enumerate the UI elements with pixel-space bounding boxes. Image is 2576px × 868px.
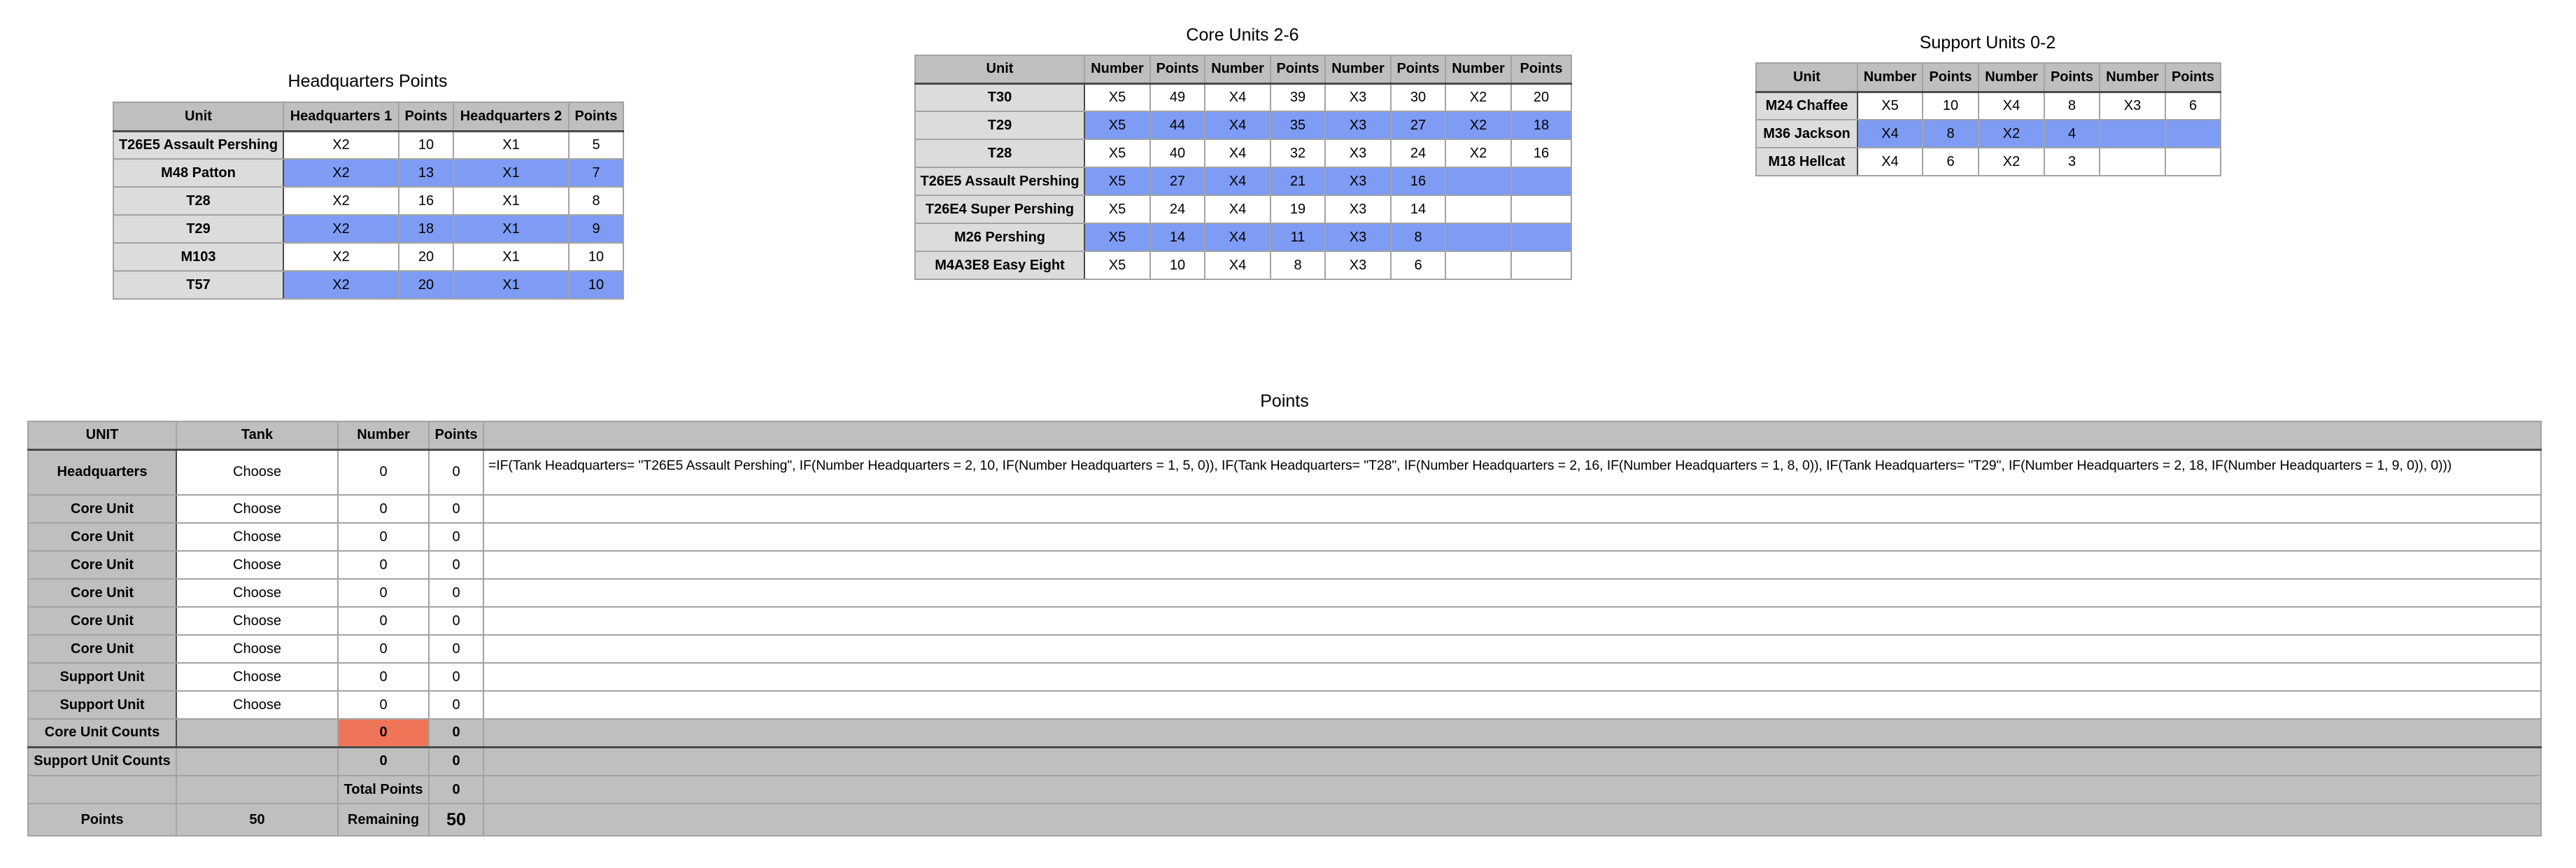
number-cell: X5 bbox=[1084, 83, 1150, 111]
tank-select[interactable]: Choose bbox=[176, 635, 338, 663]
points-cell: 10 bbox=[399, 131, 453, 159]
number-input[interactable]: 0 bbox=[338, 607, 429, 635]
total-points-label: Total Points bbox=[338, 776, 429, 804]
col-header-hq2: Headquarters 2 bbox=[453, 102, 569, 131]
points-cell: 27 bbox=[1391, 111, 1445, 139]
unit-name-cell: M48 Patton bbox=[113, 159, 283, 187]
number-cell: X1 bbox=[453, 243, 569, 271]
col-header-unit: Unit bbox=[1756, 63, 1857, 92]
points-cell: 16 bbox=[1391, 167, 1445, 195]
points-cell: 8 bbox=[1271, 251, 1325, 279]
support-units-table bbox=[1755, 62, 2221, 176]
points-limit-input[interactable]: 50 bbox=[176, 804, 338, 836]
points-cell: 10 bbox=[569, 243, 623, 271]
points-value: 0 bbox=[429, 579, 483, 607]
col-header-points: Points bbox=[1923, 63, 1979, 92]
unit-name-cell: T29 bbox=[915, 111, 1084, 139]
table-row bbox=[113, 187, 623, 215]
col-header-points: Points bbox=[1391, 55, 1445, 83]
support-unit-counts-row bbox=[28, 747, 2541, 776]
col-header-points: Points bbox=[2044, 63, 2100, 92]
tank-select[interactable]: Choose bbox=[176, 495, 338, 523]
points-cell: 44 bbox=[1150, 111, 1205, 139]
support-unit-count-value: 0 bbox=[338, 747, 429, 776]
total-points-row bbox=[28, 776, 2541, 804]
points-cell: 39 bbox=[1271, 83, 1325, 111]
points-cell: 20 bbox=[399, 271, 453, 299]
points-cell: 6 bbox=[1923, 148, 1979, 176]
number-input[interactable]: 0 bbox=[338, 449, 429, 495]
support-table-title: Support Units 0-2 bbox=[1919, 33, 2056, 52]
empty-cell bbox=[176, 747, 338, 776]
empty-cell[interactable] bbox=[483, 495, 2541, 523]
empty-cell bbox=[483, 719, 2541, 747]
number-cell: X1 bbox=[453, 271, 569, 299]
core-units-table bbox=[914, 55, 1572, 280]
points-cell: 24 bbox=[1391, 139, 1445, 167]
remaining-value: 50 bbox=[429, 804, 483, 836]
points-table-title: Points bbox=[1260, 391, 1309, 411]
tank-select[interactable]: Choose bbox=[176, 551, 338, 579]
points-cell: 16 bbox=[399, 187, 453, 215]
number-input[interactable]: 0 bbox=[338, 523, 429, 551]
empty-cell[interactable] bbox=[483, 579, 2541, 607]
unit-name-cell: T26E4 Super Pershing bbox=[915, 195, 1084, 223]
col-header-points: Points bbox=[429, 421, 483, 449]
table-row bbox=[113, 131, 623, 159]
table-row bbox=[1756, 148, 2221, 176]
points-value: 0 bbox=[429, 691, 483, 719]
tank-select[interactable]: Choose bbox=[176, 579, 338, 607]
table-row bbox=[113, 159, 623, 187]
unit-label: Core Unit bbox=[28, 579, 176, 607]
points-cell: 10 bbox=[569, 271, 623, 299]
core-unit-row bbox=[28, 551, 2541, 579]
table-row bbox=[915, 223, 1571, 251]
points-cell bbox=[1511, 167, 1571, 195]
number-cell: X5 bbox=[1084, 223, 1150, 251]
number-input[interactable]: 0 bbox=[338, 691, 429, 719]
number-cell: X3 bbox=[1325, 83, 1391, 111]
headquarters-row bbox=[28, 449, 2541, 495]
number-cell: X5 bbox=[1084, 139, 1150, 167]
core-unit-row bbox=[28, 523, 2541, 551]
empty-cell bbox=[176, 776, 338, 804]
col-header-unit: Unit bbox=[915, 55, 1084, 83]
empty-cell[interactable] bbox=[483, 523, 2541, 551]
number-cell: X2 bbox=[283, 131, 399, 159]
core-unit-counts-label: Core Unit Counts bbox=[28, 719, 176, 747]
table-row bbox=[915, 195, 1571, 223]
support-unit-row bbox=[28, 691, 2541, 719]
tank-select[interactable]: Choose bbox=[176, 607, 338, 635]
col-header-number: Number bbox=[1857, 63, 1923, 92]
points-remaining-row bbox=[28, 804, 2541, 836]
points-value: 0 bbox=[429, 663, 483, 691]
number-cell: X3 bbox=[1325, 111, 1391, 139]
unit-name-cell: T29 bbox=[113, 215, 283, 243]
number-cell bbox=[2100, 148, 2165, 176]
unit-name-cell: T30 bbox=[915, 83, 1084, 111]
points-cell: 24 bbox=[1150, 195, 1205, 223]
number-cell: X2 bbox=[1445, 111, 1511, 139]
points-cell: 32 bbox=[1271, 139, 1325, 167]
empty-cell[interactable] bbox=[483, 663, 2541, 691]
number-cell bbox=[1445, 251, 1511, 279]
points-cell: 30 bbox=[1391, 83, 1445, 111]
total-points-value: 0 bbox=[429, 776, 483, 804]
tank-select[interactable]: Choose bbox=[176, 663, 338, 691]
number-cell: X3 bbox=[1325, 167, 1391, 195]
col-header-number: Number bbox=[1325, 55, 1391, 83]
support-unit-points-value: 0 bbox=[429, 747, 483, 776]
unit-label: Support Unit bbox=[28, 663, 176, 691]
number-cell: X4 bbox=[1205, 223, 1271, 251]
empty-cell bbox=[176, 719, 338, 747]
col-header-points: Points bbox=[1271, 55, 1325, 83]
core-unit-count-value: 0 bbox=[338, 719, 429, 747]
empty-cell[interactable] bbox=[483, 635, 2541, 663]
empty-cell bbox=[483, 747, 2541, 776]
number-cell: X3 bbox=[2100, 92, 2165, 120]
col-header-points: Points bbox=[1511, 55, 1571, 83]
unit-name-cell: T26E5 Assault Pershing bbox=[113, 131, 283, 159]
points-cell: 35 bbox=[1271, 111, 1325, 139]
number-cell: X1 bbox=[453, 131, 569, 159]
col-header-unit: Unit bbox=[113, 102, 283, 131]
points-cell bbox=[1511, 251, 1571, 279]
table-row bbox=[915, 251, 1571, 279]
core-table-title: Core Units 2-6 bbox=[1186, 25, 1299, 45]
core-unit-row bbox=[28, 579, 2541, 607]
points-cell: 8 bbox=[1923, 120, 1979, 148]
unit-name-cell: M103 bbox=[113, 243, 283, 271]
table-row bbox=[113, 271, 623, 299]
number-cell: X4 bbox=[1857, 148, 1923, 176]
number-cell bbox=[2100, 120, 2165, 148]
points-cell: 9 bbox=[569, 215, 623, 243]
unit-name-cell: T57 bbox=[113, 271, 283, 299]
empty-cell bbox=[483, 804, 2541, 836]
table-row bbox=[1756, 92, 2221, 120]
points-cell: 27 bbox=[1150, 167, 1205, 195]
col-header-number: Number bbox=[1445, 55, 1511, 83]
number-cell: X4 bbox=[1979, 92, 2044, 120]
points-builder-table bbox=[27, 421, 2542, 836]
points-cell: 8 bbox=[2044, 92, 2100, 120]
core-unit-points-value: 0 bbox=[429, 719, 483, 747]
number-input[interactable]: 0 bbox=[338, 579, 429, 607]
points-cell: 40 bbox=[1150, 139, 1205, 167]
remaining-label: Remaining bbox=[338, 804, 429, 836]
number-cell: X3 bbox=[1325, 195, 1391, 223]
core-unit-row bbox=[28, 635, 2541, 663]
number-cell: X4 bbox=[1205, 167, 1271, 195]
points-cell bbox=[2165, 148, 2221, 176]
empty-cell bbox=[28, 776, 176, 804]
table-row bbox=[113, 243, 623, 271]
empty-cell[interactable] bbox=[483, 551, 2541, 579]
formula-cell[interactable]: =IF(Tank Headquarters= "T26E5 Assault Pershing", IF(Number Headquarters = 2, 10, IF(Number Headquarters = 1, 5, 0)), IF(Tank Headquarters= "T28", IF(Number Headquarters = 2, 16, IF(Number Headquarters = 1, 8, 0)), IF(Tank Headquarters= "T29", IF(Number Headquarters = 2, 18, IF(Number Headquarters = 1, 9, 0)), 0))) bbox=[483, 449, 2541, 495]
number-cell: X3 bbox=[1325, 251, 1391, 279]
unit-name-cell: M36 Jackson bbox=[1756, 120, 1857, 148]
tank-select[interactable]: Choose bbox=[176, 523, 338, 551]
unit-name-cell: M4A3E8 Easy Eight bbox=[915, 251, 1084, 279]
col-header-hq1: Headquarters 1 bbox=[283, 102, 399, 131]
table-row bbox=[1756, 120, 2221, 148]
number-cell bbox=[1445, 223, 1511, 251]
number-cell: X2 bbox=[283, 159, 399, 187]
col-header-points: Points bbox=[2165, 63, 2221, 92]
number-cell: X4 bbox=[1205, 111, 1271, 139]
points-cell: 13 bbox=[399, 159, 453, 187]
unit-label: Headquarters bbox=[28, 449, 176, 495]
points-cell: 5 bbox=[569, 131, 623, 159]
header-row bbox=[1756, 63, 2221, 92]
hq-points-table bbox=[113, 102, 624, 300]
points-cell: 4 bbox=[2044, 120, 2100, 148]
points-value: 0 bbox=[429, 523, 483, 551]
points-label: Points bbox=[28, 804, 176, 836]
col-header-points: Points bbox=[569, 102, 623, 131]
points-cell: 19 bbox=[1271, 195, 1325, 223]
points-cell: 14 bbox=[1391, 195, 1445, 223]
table-row bbox=[113, 215, 623, 243]
points-cell: 8 bbox=[1391, 223, 1445, 251]
number-input[interactable]: 0 bbox=[338, 635, 429, 663]
unit-name-cell: T28 bbox=[915, 139, 1084, 167]
number-cell: X5 bbox=[1084, 111, 1150, 139]
col-header-number: Number bbox=[338, 421, 429, 449]
number-cell: X1 bbox=[453, 215, 569, 243]
number-cell: X5 bbox=[1084, 167, 1150, 195]
points-cell: 7 bbox=[569, 159, 623, 187]
col-header-number: Number bbox=[1205, 55, 1271, 83]
points-cell: 20 bbox=[1511, 83, 1571, 111]
number-cell: X1 bbox=[453, 159, 569, 187]
number-cell bbox=[1445, 167, 1511, 195]
unit-label: Core Unit bbox=[28, 635, 176, 663]
unit-name-cell: M18 Hellcat bbox=[1756, 148, 1857, 176]
number-cell: X4 bbox=[1205, 251, 1271, 279]
number-cell: X2 bbox=[1445, 139, 1511, 167]
unit-name-cell: M24 Chaffee bbox=[1756, 92, 1857, 120]
number-cell: X5 bbox=[1084, 251, 1150, 279]
col-header-tank: Tank bbox=[176, 421, 338, 449]
points-cell: 8 bbox=[569, 187, 623, 215]
col-header-number: Number bbox=[2100, 63, 2165, 92]
number-input[interactable]: 0 bbox=[338, 663, 429, 691]
table-row bbox=[915, 83, 1571, 111]
number-cell: X2 bbox=[1445, 83, 1511, 111]
number-cell: X3 bbox=[1325, 223, 1391, 251]
points-cell: 11 bbox=[1271, 223, 1325, 251]
points-cell: 16 bbox=[1511, 139, 1571, 167]
col-header-unit: UNIT bbox=[28, 421, 176, 449]
number-cell: X2 bbox=[283, 243, 399, 271]
empty-cell[interactable] bbox=[483, 607, 2541, 635]
unit-label: Core Unit bbox=[28, 607, 176, 635]
points-cell: 3 bbox=[2044, 148, 2100, 176]
table-row bbox=[915, 111, 1571, 139]
number-cell: X2 bbox=[283, 215, 399, 243]
empty-cell bbox=[483, 776, 2541, 804]
points-cell: 6 bbox=[2165, 92, 2221, 120]
points-cell: 18 bbox=[399, 215, 453, 243]
points-cell: 18 bbox=[1511, 111, 1571, 139]
number-cell: X2 bbox=[1979, 120, 2044, 148]
unit-name-cell: M26 Pershing bbox=[915, 223, 1084, 251]
table-row bbox=[915, 139, 1571, 167]
number-cell: X2 bbox=[283, 187, 399, 215]
header-row bbox=[915, 55, 1571, 83]
core-unit-counts-row bbox=[28, 719, 2541, 747]
col-header-formula bbox=[483, 421, 2541, 449]
points-cell bbox=[1511, 195, 1571, 223]
points-value: 0 bbox=[429, 607, 483, 635]
number-cell: X5 bbox=[1857, 92, 1923, 120]
number-cell: X3 bbox=[1325, 139, 1391, 167]
points-cell: 49 bbox=[1150, 83, 1205, 111]
col-header-points: Points bbox=[399, 102, 453, 131]
support-unit-counts-label: Support Unit Counts bbox=[28, 747, 176, 776]
tank-select[interactable]: Choose bbox=[176, 691, 338, 719]
points-cell: 10 bbox=[1150, 251, 1205, 279]
number-cell: X1 bbox=[453, 187, 569, 215]
number-cell: X2 bbox=[1979, 148, 2044, 176]
number-cell: X4 bbox=[1205, 195, 1271, 223]
unit-name-cell: T26E5 Assault Pershing bbox=[915, 167, 1084, 195]
number-cell: X4 bbox=[1205, 139, 1271, 167]
points-cell: 21 bbox=[1271, 167, 1325, 195]
unit-label: Core Unit bbox=[28, 495, 176, 523]
number-cell bbox=[1445, 195, 1511, 223]
number-cell: X4 bbox=[1857, 120, 1923, 148]
col-header-points: Points bbox=[1150, 55, 1205, 83]
support-unit-row bbox=[28, 663, 2541, 691]
core-unit-row bbox=[28, 607, 2541, 635]
header-row bbox=[113, 102, 623, 131]
unit-label: Core Unit bbox=[28, 523, 176, 551]
hq-table-title: Headquarters Points bbox=[288, 71, 448, 91]
empty-cell[interactable] bbox=[483, 691, 2541, 719]
points-cell bbox=[1511, 223, 1571, 251]
col-header-number: Number bbox=[1084, 55, 1150, 83]
number-cell: X4 bbox=[1205, 83, 1271, 111]
points-cell: 20 bbox=[399, 243, 453, 271]
points-cell bbox=[2165, 120, 2221, 148]
table-row bbox=[915, 167, 1571, 195]
points-cell: 14 bbox=[1150, 223, 1205, 251]
points-value: 0 bbox=[429, 495, 483, 523]
points-cell: 10 bbox=[1923, 92, 1979, 120]
points-cell: 6 bbox=[1391, 251, 1445, 279]
unit-label: Support Unit bbox=[28, 691, 176, 719]
number-input[interactable]: 0 bbox=[338, 551, 429, 579]
unit-name-cell: T28 bbox=[113, 187, 283, 215]
points-value: 0 bbox=[429, 635, 483, 663]
number-input[interactable]: 0 bbox=[338, 495, 429, 523]
core-unit-row bbox=[28, 495, 2541, 523]
tank-select[interactable]: Choose bbox=[176, 449, 338, 495]
number-cell: X2 bbox=[283, 271, 399, 299]
unit-label: Core Unit bbox=[28, 551, 176, 579]
header-row bbox=[28, 421, 2541, 449]
col-header-number: Number bbox=[1979, 63, 2044, 92]
points-value: 0 bbox=[429, 449, 483, 495]
points-value: 0 bbox=[429, 551, 483, 579]
number-cell: X5 bbox=[1084, 195, 1150, 223]
